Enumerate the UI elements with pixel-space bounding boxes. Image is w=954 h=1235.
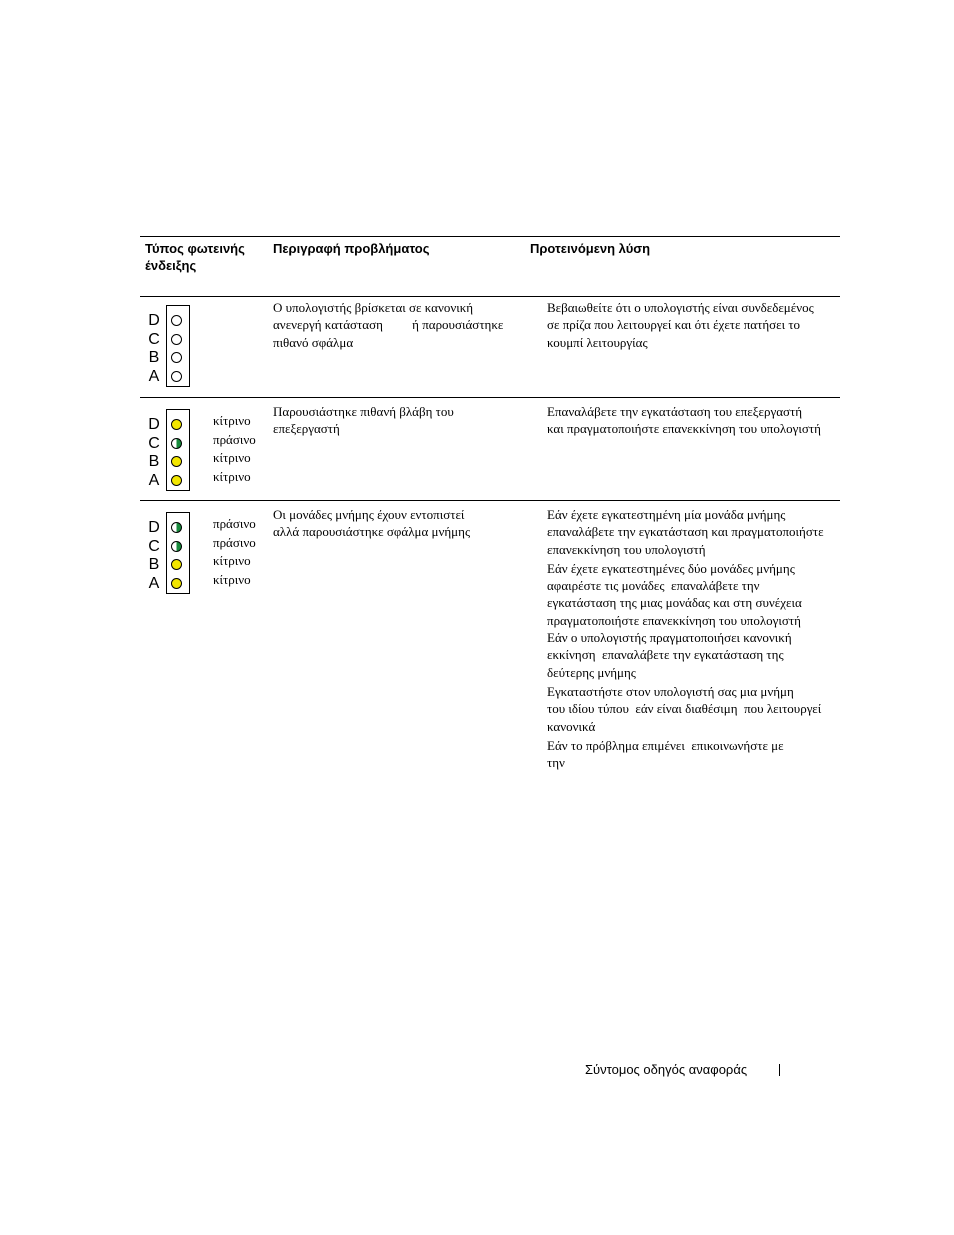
indicator-letter: D bbox=[148, 416, 160, 433]
solution-line: Επαναλάβετε την εγκατάσταση του επεξεργαστή bbox=[547, 404, 803, 419]
led-color-label: κίτρινο bbox=[213, 553, 251, 569]
indicator-letter: C bbox=[148, 537, 160, 555]
description-line: ανενεργή κατάσταση ή παρουσιάστηκε bbox=[273, 317, 504, 333]
led-color-label: πράσινο bbox=[213, 516, 256, 531]
solution-line: Εάν έχετε εγκατεστημένες δύο μονάδες μνήμης bbox=[547, 560, 795, 576]
solution-paragraph bbox=[547, 506, 837, 558]
row-rule bbox=[140, 500, 840, 501]
solution-line: κανονικά bbox=[547, 718, 596, 734]
suggested-solution bbox=[547, 403, 837, 440]
indicator-letter: A bbox=[148, 367, 160, 385]
solution-paragraph bbox=[547, 737, 837, 772]
led-color-label: πράσινο bbox=[213, 431, 256, 447]
indicator-letter: D bbox=[148, 519, 160, 536]
suggested-solution bbox=[547, 506, 837, 773]
footer-title: Σύντομος οδηγός αναφοράς bbox=[585, 1062, 748, 1077]
indicator-letter: C bbox=[148, 434, 160, 452]
led-d-yellow bbox=[171, 419, 182, 430]
led-c-green bbox=[171, 541, 182, 552]
indicator-letter: A bbox=[148, 574, 160, 592]
description-line: πιθανό σφάλμα bbox=[273, 334, 354, 350]
description-line: Οι μονάδες μνήμης έχουν εντοπιστεί bbox=[273, 507, 465, 522]
solution-line: κουμπί λειτουργίας bbox=[547, 334, 648, 350]
indicator-letter: D bbox=[148, 312, 160, 329]
description-line: επεξεργαστή bbox=[273, 421, 340, 437]
description-line: αλλά παρουσιάστηκε σφάλμα μνήμης bbox=[273, 524, 471, 540]
solution-line: επανεκκίνηση του υπολογιστή bbox=[547, 541, 706, 557]
solution-line: του ιδίου τύπου εάν είναι διαθέσιμη που λειτουργεί bbox=[547, 701, 822, 717]
description-line: Ο υπολογιστής βρίσκεται σε κανονική bbox=[273, 300, 474, 315]
solution-paragraph bbox=[547, 560, 837, 681]
led-color-label: κίτρινο bbox=[213, 450, 251, 466]
solution-line: Εάν ο υπολογιστής πραγματοποιήσει κανονική bbox=[547, 630, 792, 646]
problem-description bbox=[273, 506, 528, 541]
diagnostic-lights-panel bbox=[166, 409, 190, 491]
led-b-yellow bbox=[171, 559, 182, 570]
led-color-label: κίτρινο bbox=[213, 468, 251, 484]
footer-divider bbox=[779, 1064, 780, 1076]
problem-description bbox=[273, 403, 528, 438]
diagnostic-lights-panel bbox=[166, 512, 190, 594]
solution-line: πραγματοποιήστε επανεκκίνηση του υπολογιστή bbox=[547, 612, 801, 628]
led-a-yellow bbox=[171, 578, 182, 589]
row-rule bbox=[140, 397, 840, 398]
indicator-letter: B bbox=[148, 453, 160, 470]
led-d-off bbox=[171, 315, 182, 326]
solution-line: Βεβαιωθείτε ότι ο υπολογιστής είναι συνδεδεμένος bbox=[547, 300, 814, 315]
indicator-letter: A bbox=[148, 471, 160, 489]
solution-line: εγκατάσταση της μιας μονάδας και στη συνέχεια bbox=[547, 595, 802, 611]
solution-paragraph bbox=[547, 299, 837, 351]
solution-line: την bbox=[547, 755, 565, 771]
led-d-green bbox=[171, 522, 182, 533]
led-b-yellow bbox=[171, 456, 182, 467]
led-color-label: κίτρινο bbox=[213, 571, 251, 587]
header-problem-description: Περιγραφή προβλήματος bbox=[273, 241, 430, 256]
solution-line: σε πρίζα που λειτουργεί και ότι έχετε πατήσει το bbox=[547, 317, 801, 333]
solution-paragraph bbox=[547, 403, 837, 438]
led-color-label: πράσινο bbox=[213, 534, 256, 550]
header-suggested-solution: Προτεινόμενη λύση bbox=[530, 241, 651, 256]
led-a-yellow bbox=[171, 475, 182, 486]
led-c-green bbox=[171, 438, 182, 449]
indicator-letter: C bbox=[148, 330, 160, 348]
solution-line: εκκίνηση επαναλάβετε την εγκατάσταση της bbox=[547, 647, 784, 663]
header-rule bbox=[140, 296, 840, 297]
led-c-off bbox=[171, 334, 182, 345]
indicator-letter: B bbox=[148, 556, 160, 573]
solution-line: Εγκαταστήστε στον υπολογιστή σας μια μνήμη bbox=[547, 683, 794, 699]
solution-line: επαναλάβετε την εγκατάσταση και πραγματοποιήστε bbox=[547, 524, 824, 540]
solution-line: και πραγματοποιήστε επανεκκίνηση του υπολογιστή bbox=[547, 421, 821, 437]
header-light-type: Τύπος φωτεινής ένδειξης bbox=[145, 241, 245, 273]
solution-line: δεύτερης μνήμης bbox=[547, 664, 636, 680]
solution-line: Εάν το πρόβλημα επιμένει επικοινωνήστε με bbox=[547, 737, 784, 753]
solution-paragraph bbox=[547, 683, 837, 735]
suggested-solution bbox=[547, 299, 837, 353]
solution-line: αφαιρέστε τις μονάδες επαναλάβετε την bbox=[547, 578, 760, 594]
diagnostic-lights-panel bbox=[166, 305, 190, 387]
problem-description bbox=[273, 299, 528, 351]
led-color-label: κίτρινο bbox=[213, 413, 251, 428]
led-a-off bbox=[171, 371, 182, 382]
led-b-off bbox=[171, 352, 182, 363]
indicator-letter: B bbox=[148, 349, 160, 366]
solution-line: Εάν έχετε εγκατεστημένη μία μονάδα μνήμης bbox=[547, 507, 786, 522]
table-top-rule bbox=[140, 236, 840, 237]
description-line: Παρουσιάστηκε πιθανή βλάβη του bbox=[273, 404, 454, 419]
